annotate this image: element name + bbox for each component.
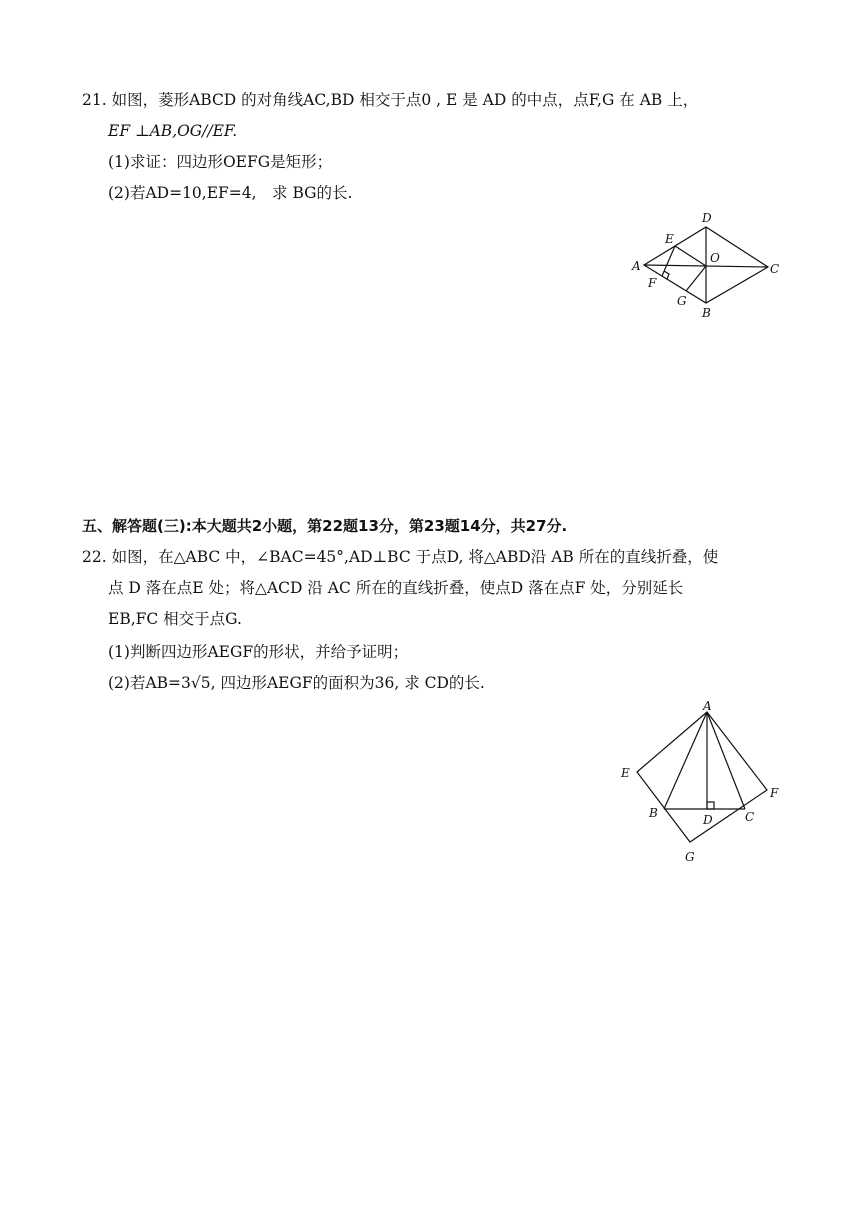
section-5-heading: 五、解答题(三):本大题共2小题，第22题13分，第23题14分，共27分.	[82, 517, 568, 535]
q22-line-2: 点 D 落在点E 处；将△ACD 沿 AC 所在的直线折叠，使点D 落在点F 处，分别延长	[108, 579, 684, 597]
q21-line-1: 21. 如图，菱形ABCD 的对角线AC,BD 相交于点0 , E 是 AD 的中点，点F,G 在 AB 上，	[82, 91, 699, 109]
label-d: D	[703, 813, 713, 827]
segment-eo	[675, 246, 706, 266]
segment-ac	[707, 712, 745, 809]
q22-square-figure	[615, 700, 790, 870]
q21-part-1: (1)求证：四边形OEFG是矩形；	[108, 153, 333, 171]
q21-line-2: EF ⊥AB,OG//EF.	[108, 122, 238, 140]
q22-part-1: (1)判断四边形AEGF的形状，并给予证明；	[108, 643, 409, 661]
q21-part-2: (2)若AD=10,EF=4, 求 BG的长.	[108, 184, 353, 202]
label-c: C	[770, 262, 780, 276]
segment-ab	[664, 712, 707, 809]
q21-rhombus-figure	[620, 205, 790, 325]
label-g: G	[685, 850, 695, 864]
q22-part-2: (2)若AB=3√5, 四边形AEGF的面积为36, 求 CD的长.	[108, 674, 485, 692]
label-g: G	[677, 294, 687, 308]
q22-line-1: 22. 如图，在△ABC 中，∠BAC=45°,AD⊥BC 于点D, 将△ABD沿 AB 所在的直线折叠，使	[82, 548, 719, 566]
label-o: O	[710, 251, 720, 265]
segment-og	[686, 266, 706, 291]
label-b: B	[649, 806, 658, 820]
label-d: D	[702, 211, 712, 225]
label-f: F	[770, 786, 779, 800]
right-angle-mark-d	[707, 802, 714, 809]
label-a: A	[632, 259, 641, 273]
label-f: F	[648, 276, 657, 290]
label-a: A	[703, 700, 712, 713]
label-e: E	[621, 766, 630, 780]
label-c: C	[745, 810, 755, 824]
label-b: B	[702, 306, 711, 320]
q22-line-3: EB,FC 相交于点G.	[108, 610, 242, 628]
label-e: E	[665, 232, 674, 246]
